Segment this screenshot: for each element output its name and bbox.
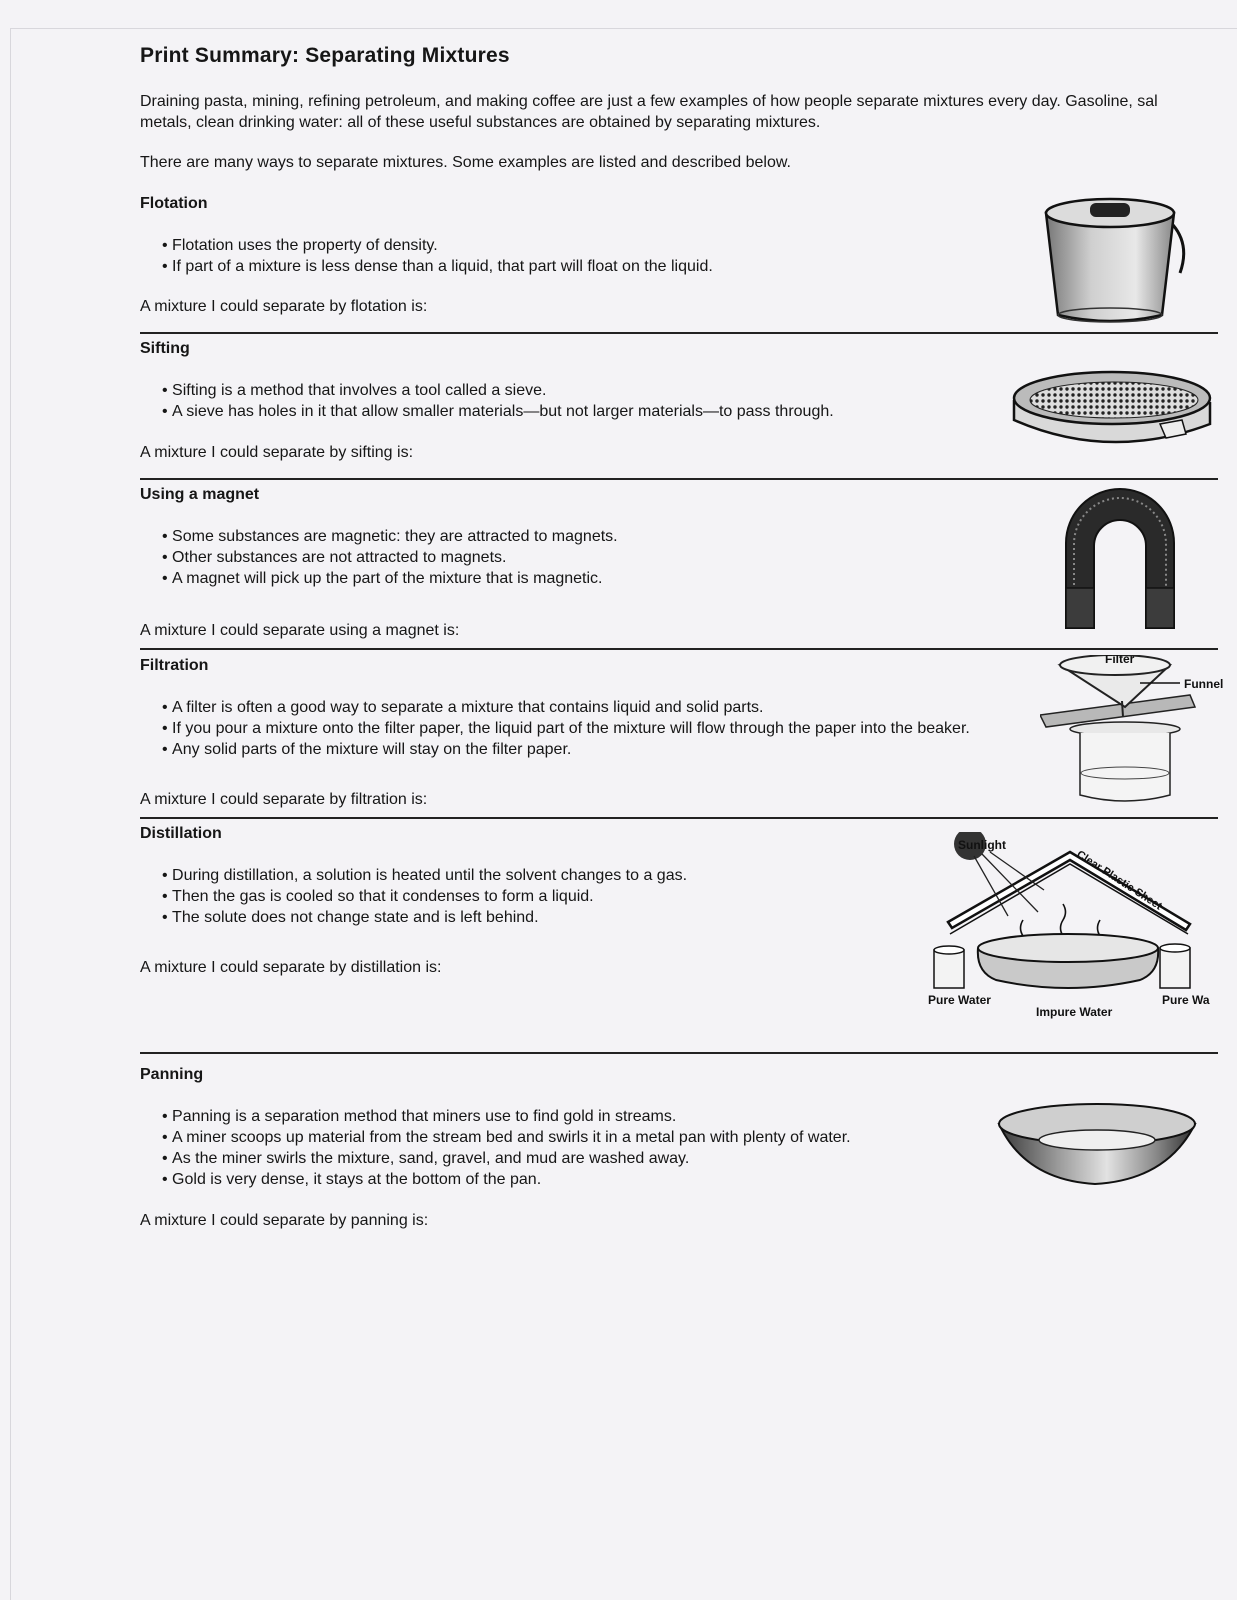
bullet-item: • Panning is a separation method that miners use to find gold in streams. bbox=[162, 1106, 1220, 1127]
distillation-illustration bbox=[928, 832, 1223, 1032]
bullet-item: • A sieve has holes in it that allow smaller materials—but not larger materials—to pass through. bbox=[162, 401, 1220, 422]
bullet-item: • Sifting is a method that involves a tool called a sieve. bbox=[162, 380, 1220, 401]
impure-water-label: Impure Water bbox=[1036, 1005, 1113, 1019]
sunlight-label: Sunlight bbox=[958, 838, 1006, 852]
answer-line bbox=[140, 648, 1218, 650]
bullet-item: • The solute does not change state and is left behind. bbox=[162, 907, 1220, 928]
magnet-illustration bbox=[1060, 488, 1180, 633]
intro-methods-sentence: There are many ways to separate mixtures. Some examples are listed and described below. bbox=[140, 154, 791, 171]
bullet-item: • Other substances are not attracted to magnets. bbox=[162, 547, 1220, 568]
answer-line bbox=[140, 1052, 1218, 1054]
bullet-item: • Any solid parts of the mixture will stay on the filter paper. bbox=[162, 739, 1220, 760]
filtration-illustration bbox=[1040, 655, 1225, 805]
bullet-item: • Some substances are magnetic: they are attracted to magnets. bbox=[162, 526, 1220, 547]
answer-prompt: A mixture I could separate by filtration is: bbox=[140, 791, 428, 808]
answer-line bbox=[140, 478, 1218, 480]
answer-prompt: A mixture I could separate by flotation is: bbox=[140, 298, 428, 315]
answer-prompt: A mixture I could separate by distillation is: bbox=[140, 959, 442, 976]
answer-line bbox=[140, 817, 1218, 819]
bullet-item: • A magnet will pick up the part of the mixture that is magnetic. bbox=[162, 568, 1220, 589]
section-heading: Panning bbox=[140, 1066, 204, 1083]
section-heading: Filtration bbox=[140, 657, 209, 674]
section-heading: Distillation bbox=[140, 825, 222, 842]
section-heading: Sifting bbox=[140, 340, 190, 357]
bullet-item: • If part of a mixture is less dense than a liquid, that part will float on the liquid. bbox=[162, 256, 1220, 277]
bucket-illustration bbox=[1040, 185, 1190, 325]
bullet-item: • Flotation uses the property of density. bbox=[162, 235, 1220, 256]
intro-line-1: Draining pasta, mining, refining petroleum, and making coffee are just a few examples of how people separate mixtures every day. Gasoline, sal bbox=[140, 93, 1158, 110]
section-heading: Using a magnet bbox=[140, 486, 260, 503]
bullet-item: • A filter is often a good way to separate a mixture that contains liquid and solid parts. bbox=[162, 697, 1220, 718]
bullet-item: • A miner scoops up material from the stream bed and swirls it in a metal pan with plenty of water. bbox=[162, 1127, 1220, 1148]
gold-pan-illustration bbox=[995, 1100, 1200, 1190]
page-title: Print Summary: Separating Mixtures bbox=[140, 44, 510, 67]
answer-prompt: A mixture I could separate by panning is: bbox=[140, 1212, 429, 1229]
answer-prompt: A mixture I could separate by sifting is: bbox=[140, 444, 414, 461]
answer-prompt: A mixture I could separate using a magnet is: bbox=[140, 622, 460, 639]
pure-water-left-label: Pure Water bbox=[928, 993, 991, 1007]
bullet-item: • During distillation, a solution is heated until the solvent changes to a gas. bbox=[162, 865, 1220, 886]
pure-water-right-label: Pure Wa bbox=[1162, 993, 1210, 1007]
intro-line-2: metals, clean drinking water: all of these useful substances are obtained by separating mixtures. bbox=[140, 114, 821, 131]
sieve-illustration bbox=[1010, 362, 1220, 452]
answer-line bbox=[140, 332, 1218, 334]
funnel-label: Funnel bbox=[1184, 677, 1224, 691]
plastic-sheet-label: Clear Plastic Sheet bbox=[1074, 848, 1164, 913]
filter-label: Filter bbox=[1105, 655, 1135, 666]
bullet-item: • As the miner swirls the mixture, sand, gravel, and mud are washed away. bbox=[162, 1148, 1220, 1169]
bullet-list bbox=[140, 526, 1220, 589]
section-heading: Flotation bbox=[140, 195, 208, 212]
section-magnet bbox=[140, 486, 1220, 646]
bullet-item: • Then the gas is cooled so that it condenses to form a liquid. bbox=[162, 886, 1220, 907]
intro-paragraph bbox=[140, 91, 1220, 133]
bullet-item: • Gold is very dense, it stays at the bottom of the pan. bbox=[162, 1169, 1220, 1190]
bullet-item: • If you pour a mixture onto the filter paper, the liquid part of the mixture will flow through the paper into the beaker. bbox=[162, 718, 1220, 739]
